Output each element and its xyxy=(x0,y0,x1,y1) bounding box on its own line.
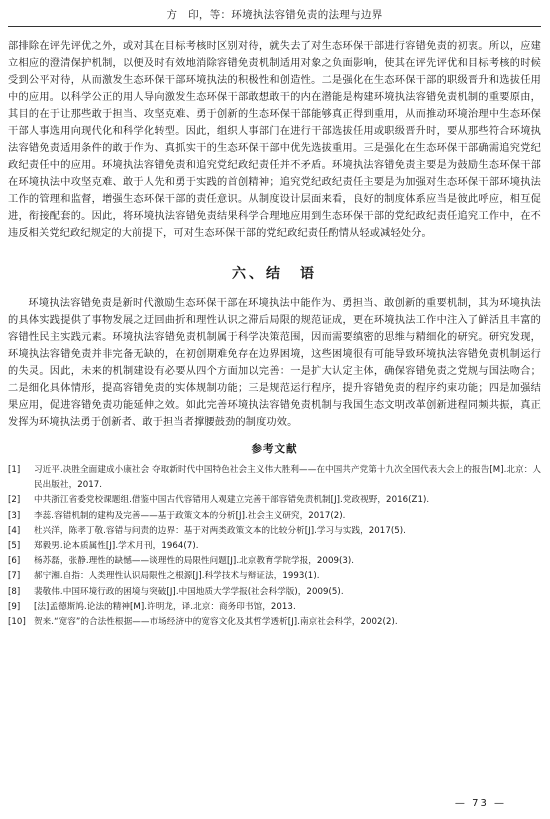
reference-text: 李蕊.容错机制的建构及完善——基于政策文本的分析[J].社会主义研究，2017(2). xyxy=(34,510,346,521)
reference-item xyxy=(8,615,541,630)
reference-text: 贺来.“宽容”的合法性根据——市场经济中的宽容文化及其哲学透析[J].南京社会科学，2002(2). xyxy=(34,617,398,628)
references-heading: 参考文献 xyxy=(251,443,298,455)
reference-number: [2] xyxy=(8,495,21,506)
reference-item xyxy=(8,509,541,524)
reference-number: [9] xyxy=(8,601,21,612)
reference-text: 中共浙江省委党校课题组.借鉴中国古代容错用人观建立完善干部容错免责机制[J].党政视野，2016(Z1). xyxy=(34,495,430,506)
reference-text: 杨苏磊，张静.理性的缺憾——谈理性的局限性问题[J].北京教育学院学报，2009(3). xyxy=(34,556,355,567)
conclusion-paragraph: 环境执法容错免责是新时代激励生态环保干部在环境执法中能作为、勇担当、敢创新的重要机制，其为环境执法的具体实践提供了事物发展之迂回曲折和理性认识之滞后局限的规范证成，更在环境执法工作中注入了鲜活且丰富的容错性民主实践元素。环境执法容错免责机制属于科学决策范围，因而需要缜密的思维与精细化的研究。研究发现，环境执法容错免责并非完备无缺的，在初创期难免存在边界困境，这些困境很有可能导致环境执法容错免责机制运行的失灵。因此，未来的机制建设有必要从四个方面加以完善：一是扩大认定主体，确保容错免责之党规与国法吻合；二是细化具体情形，提高容错免责的实体规制功能；三是规范运行程序，提升容错免责的程序约束功能；四是加强结果应用，促进容错免责功能延伸之效。如此完善环境执法容错免责机制与我国生态文明改革创新进程同频共振，真正发挥为环境执法勇于创新者、敢于担当者撑腰鼓劲的制度功效。 xyxy=(8,298,541,428)
reference-item xyxy=(8,600,541,615)
reference-text: 杜兴洋，陈孝丁敬.容错与问责的边界：基于对两类政策文本的比较分析[J].学习与实践，2017(5). xyxy=(34,525,406,536)
reference-item xyxy=(8,554,541,569)
body-paragraph-continued: 部排除在评先评优之外，或对其在目标考核时区别对待，就失去了对生态环保干部进行容错免责的初衷。所以，应建立相应的澄清保护机制，以便及时有效地消除容错免责机制适用对象之负面影响，使其在评先评优和目标考核的时候受到公平对待，从而激发生态环保干部环境执法的积极性和创造性。二是强化在生态环保干部的职级晋升和选拔任用中的应用。以科学公正的用人导向激发生态环保干部敢想敢干的内在潜能是构建环境执法容错免责机制的重要原由，其目的在于让那些敢于担当、攻坚克难、勇于创新的生态环保干部能够真正得到重用，从而推动环境治理中生态环保干部人事选用向现代化和科学化转型。因此，组织人事部门在进行干部选拔任用或职级晋升时，要从那些符合环境执法容错免责适用条件的敢于作为、真抓实干的生态环保干部中优先选拔重用。三是强化在生态环保干部确需追究党纪政纪责任中的应用。环境执法容错免责和追究党纪政纪责任并不矛盾。环境执法容错免责主要是为鼓励生态环保干部在环境执法中攻坚克难、敢于人先和勇于实践的首创精神；追究党纪政纪责任主要是为加强对生态环保干部环境执法工作的管理和监督，增强生态环保干部的责任意识。从制度设计层面来看，良好的制度体系应当是彼此呼应，相互促进，衔接配套的。因此，将环境执法容错免责结果科学合理地应用到生态环保干部的党纪政纪责任追究工作中，在不违反相关党纪政纪规定的大前提下，可对生态环保干部的党纪政纪责任酌情从轻或减轻处分。 xyxy=(8,41,541,239)
reference-text: [法]孟德斯鸠.论法的精神[M].许明龙，译.北京：商务印书馆，2013. xyxy=(34,601,296,612)
reference-number: [10] xyxy=(8,617,26,628)
reference-number: [3] xyxy=(8,510,21,521)
reference-text: 郑毅男.论本质属性[J].学术月刊，1964(7). xyxy=(34,541,199,552)
reference-number: [8] xyxy=(8,586,21,597)
reference-text: 郝宁湘.自指：人类理性认识局限性之根源[J].科学技术与辩证法，1993(1). xyxy=(34,571,320,582)
reference-item xyxy=(8,585,541,600)
reference-item xyxy=(8,493,541,508)
reference-list xyxy=(8,463,541,630)
reference-number: [4] xyxy=(8,525,21,536)
section-heading-conclusion: 六、结 语 xyxy=(232,266,317,282)
reference-text: 裴敬伟.中国环境行政的困境与突破[J].中国地质大学学报(社会科学版)，2009(5). xyxy=(34,586,344,597)
page-number: — 73 — xyxy=(454,798,506,809)
reference-item xyxy=(8,569,541,584)
reference-number: [1] xyxy=(8,465,21,475)
reference-item xyxy=(8,463,541,493)
reference-item xyxy=(8,524,541,539)
reference-item xyxy=(8,539,541,554)
reference-number: [6] xyxy=(8,556,21,567)
reference-number: [7] xyxy=(8,571,21,582)
reference-number: [5] xyxy=(8,541,21,552)
reference-text: 习近平.决胜全面建成小康社会 夺取新时代中国特色社会主义伟大胜利——在中国共产党第十九次全国代表大会上的报告[M].北京：人民出版社，2017. xyxy=(34,465,541,491)
running-header: 方 印，等：环境执法容错免责的法理与边界 xyxy=(8,0,541,27)
